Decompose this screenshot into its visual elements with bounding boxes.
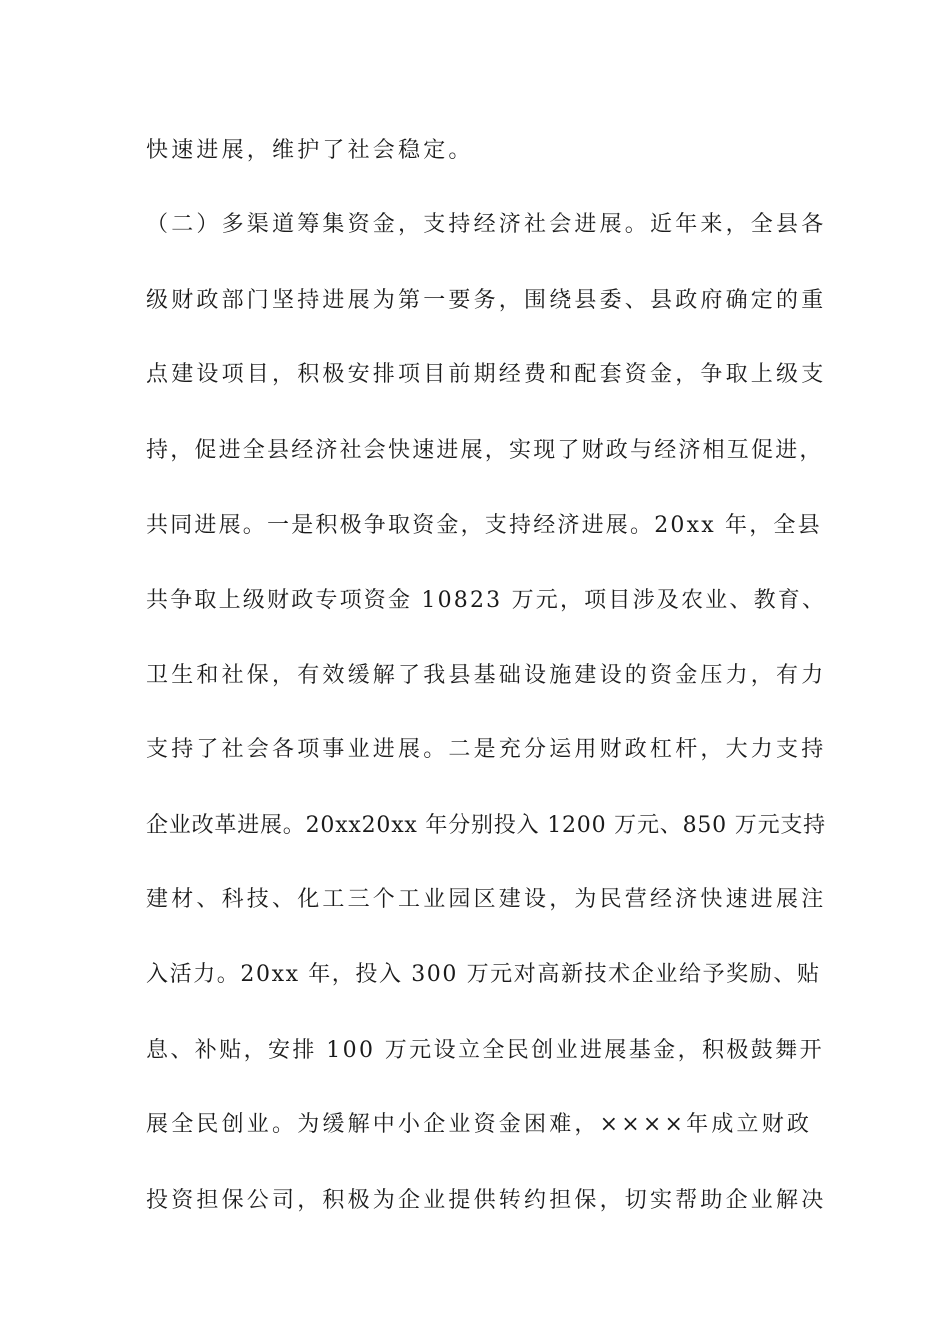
paragraph-line: 入活力。20xx 年，投入 300 万元对高新技术企业给予奖励、贴 xyxy=(146,962,821,987)
paragraph-line: 建材、科技、化工三个工业园区建设，为民营经济快速进展注 xyxy=(146,887,827,912)
paragraph-line: 企业改革进展。20xx20xx 年分别投入 1200 万元、850 万元支持 xyxy=(146,813,826,838)
paragraph-line: 共同进展。一是积极争取资金，支持经济进展。20xx 年，全县 xyxy=(146,513,822,538)
paragraph-line: 展全民创业。为缓解中小企业资金困难，××××年成立财政 xyxy=(146,1112,813,1137)
paragraph-line: 息、补贴，安排 100 万元设立全民创业进展基金，积极鼓舞开 xyxy=(146,1038,824,1063)
paragraph-line: 共争取上级财政专项资金 10823 万元，项目涉及农业、教育、 xyxy=(146,588,827,613)
paragraph-line: 卫生和社保，有效缓解了我县基础设施建设的资金压力，有力 xyxy=(146,663,827,688)
paragraph-line: 持，促进全县经济社会快速进展，实现了财政与经济相互促进， xyxy=(146,438,824,463)
paragraph-line: 快速进展，维护了社会稳定。 xyxy=(146,138,474,163)
paragraph-line: 级财政部门坚持进展为第一要务，围绕县委、县政府确定的重 xyxy=(146,288,827,313)
paragraph-line: 投资担保公司，积极为企业提供转约担保，切实帮助企业解决 xyxy=(146,1188,827,1213)
paragraph-line: 支持了社会各项事业进展。二是充分运用财政杠杆，大力支持 xyxy=(146,737,827,762)
paragraph-line: 点建设项目，积极安排项目前期经费和配套资金，争取上级支 xyxy=(146,362,827,387)
paragraph-line: （二）多渠道筹集资金，支持经济社会进展。近年来，全县各 xyxy=(146,212,827,237)
